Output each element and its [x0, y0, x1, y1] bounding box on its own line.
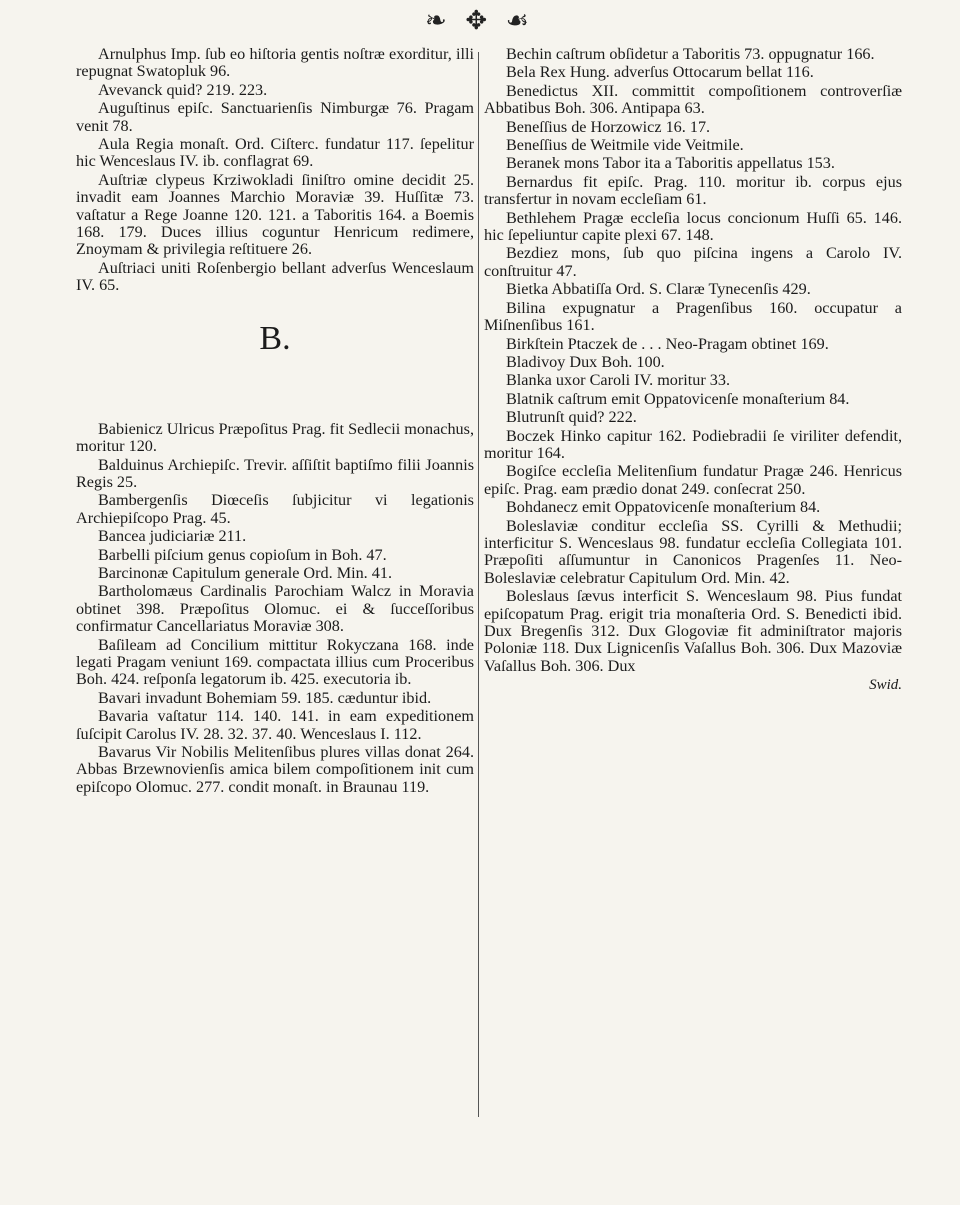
catchword: Swid.: [869, 677, 902, 694]
index-entry: Bezdiez mons, ſub quo piſcina ingens a Carolo IV. conſtruitur 47.: [484, 244, 902, 280]
index-entry: Benedictus XII. committit compoſitionem controverſiæ Abbatibus Boh. 306. Antipapa 63.: [484, 81, 902, 118]
index-entry: Avevanck quid? 219. 223.: [98, 80, 268, 99]
left-column: [76, 46, 474, 797]
index-entry: Bernardus fit epiſc. Prag. 110. moritur ib. corpus ejus transfertur in novam eccleſiam 61.: [484, 172, 902, 209]
index-entry: Bilina expugnatur a Pragenſibus 160. occupatur a Miſnenſibus 161.: [484, 298, 902, 335]
index-entry: Bancea judiciariæ 211.: [98, 527, 247, 546]
index-entry: Auſtriæ clypeus Krziwokladi ſiniſtro omine decidit 25. invadit eam Joannes Marchio Moraviæ 39. Huſſitæ 73. vaſtatur a Rege Joanne 120. 121. a Taboritis 164. a Boemis 168. 179. Duces illius coguntur Henricum redimere, Znoymam & privilegia reſtituere 26.: [76, 170, 474, 259]
index-entry: Birkſtein Ptaczek de . . . Neo-Pragam obtinet 169.: [506, 334, 829, 353]
index-entry: Bavarus Vir Nobilis Melitenſibus plures villas donat 264. Abbas Brzewnovienſis amica bilem compoſitionem init cum epiſcopo Olomuc. 277. condit monaſt. in Braunau 119.: [76, 743, 474, 796]
section-letter: B.: [259, 319, 291, 357]
index-entry: Auguſtinus epiſc. Sanctuarienſis Nimburgæ 76. Pragam venit 78.: [76, 99, 474, 135]
index-entry: Bogiſce eccleſia Melitenſium fundatur Pragæ 246. Henricus epiſc. Prag. eam prædio donat 249. conſecrat 250.: [484, 462, 902, 498]
index-entry: Balduinus Archiepiſc. Trevir. aſſiſtit baptiſmo filii Joannis Regis 25.: [76, 455, 474, 491]
index-entry: Babienicz Ulricus Præpoſitus Prag. fit Sedlecii monachus, moritur 120.: [76, 419, 474, 456]
index-entry: Bohdanecz emit Oppatovicenſe monaſterium 84.: [506, 498, 821, 517]
index-entry: Bavari invadunt Bohemiam 59. 185. cæduntur ibid.: [98, 688, 432, 707]
index-entry: Barbelli piſcium genus copioſum in Boh. 47.: [98, 545, 387, 564]
index-entry: Bechin caſtrum obſidetur a Taboritis 73. oppugnatur 166.: [506, 45, 875, 63]
index-entry: Bethlehem Pragæ eccleſia locus concionum Huſſi 65. 146. hic ſepeliuntur capite plexi 67. 148.: [484, 208, 902, 245]
index-entry: Bambergenſis Diœceſis ſubjicitur vi legationis Archiepiſcopo Prag. 45.: [76, 491, 474, 527]
index-entry: Bela Rex Hung. adverſus Ottocarum bellat 116.: [506, 63, 814, 82]
index-entry: Baſileam ad Concilium mittitur Rokyczana 168. inde legati Pragam veniunt 169. compactata illius cum Proceribus Boh. 424. reſponſa legatorum ib. 425. executoria ib.: [76, 635, 474, 689]
index-entry: Boczek Hinko capitur 162. Podiebradii ſe viriliter defendit, moritur 164.: [484, 426, 902, 462]
index-entry: Aula Regia monaſt. Ord. Ciſterc. fundatur 117. ſepelitur hic Wenceslaus IV. ib. conflagrat 69.: [76, 135, 474, 171]
index-entry: Beneſſius de Horzowicz 16. 17.: [506, 117, 711, 136]
index-entry: Bartholomæus Cardinalis Parochiam Walcz in Moravia obtinet 398. Præpoſitus Olomuc. ei & ſucceſſoribus confirmatur Cancellariatus Moraviæ 308.: [76, 582, 474, 636]
column-divider: [478, 52, 479, 1117]
index-entry: Boleslaviæ conditur eccleſia SS. Cyrilli & Methudii; interficitur S. Wenceslaus 98. fundatur eccleſia Collegiata 101. Præpoſiti aſſumuntur in Canonicos Pragenſes 11. Neo-Boleslaviæ celebratur Capitulum Ord. Min. 42.: [484, 516, 902, 587]
index-entry: Blatnik caſtrum emit Oppatovicenſe monaſterium 84.: [506, 389, 850, 408]
index-entry: Bietka Abbatiſſa Ord. S. Claræ Tynecenſis 429.: [506, 280, 811, 299]
index-entry: Beranek mons Tabor ita a Taboritis appellatus 153.: [506, 154, 835, 173]
index-entry: Beneſſius de Weitmile vide Veitmile.: [506, 136, 744, 155]
index-entry: Blutrunſt quid? 222.: [506, 408, 637, 427]
header-ornament: ❧ ✥ ☙: [425, 6, 535, 35]
index-entry: Blanka uxor Caroli IV. moritur 33.: [506, 371, 731, 390]
index-entry: Auſtriaci uniti Roſenbergio bellant adverſus Wenceslaum IV. 65.: [76, 258, 474, 295]
index-entry: Bavaria vaſtatur 114. 140. 141. in eam expeditionem ſuſcipit Carolus IV. 28. 32. 37. 40. Wenceslaus I. 112.: [76, 707, 474, 743]
index-entry: Arnulphus Imp. ſub eo hiſtoria gentis noſtræ exorditur, illi repugnat Swatopluk 96.: [76, 45, 474, 81]
right-column: [484, 46, 902, 695]
index-entry: Barcinonæ Capitulum generale Ord. Min. 41.: [98, 563, 393, 582]
index-entry: Boleslaus ſævus interficit S. Wenceslaum 98. Pius fundat epiſcopatum Prag. erigit tria monaſteria Ord. S. Benedicti ibid. Dux Bregenſis 312. Dux Glogoviæ fit adminiſtrator majoris Poloniæ 118. Dux Lignicenſis Vaſallus Boh. 306. Dux Mazoviæ Vaſallus Boh. 306. Dux: [484, 587, 902, 675]
index-entry: Bladivoy Dux Boh. 100.: [506, 352, 665, 371]
